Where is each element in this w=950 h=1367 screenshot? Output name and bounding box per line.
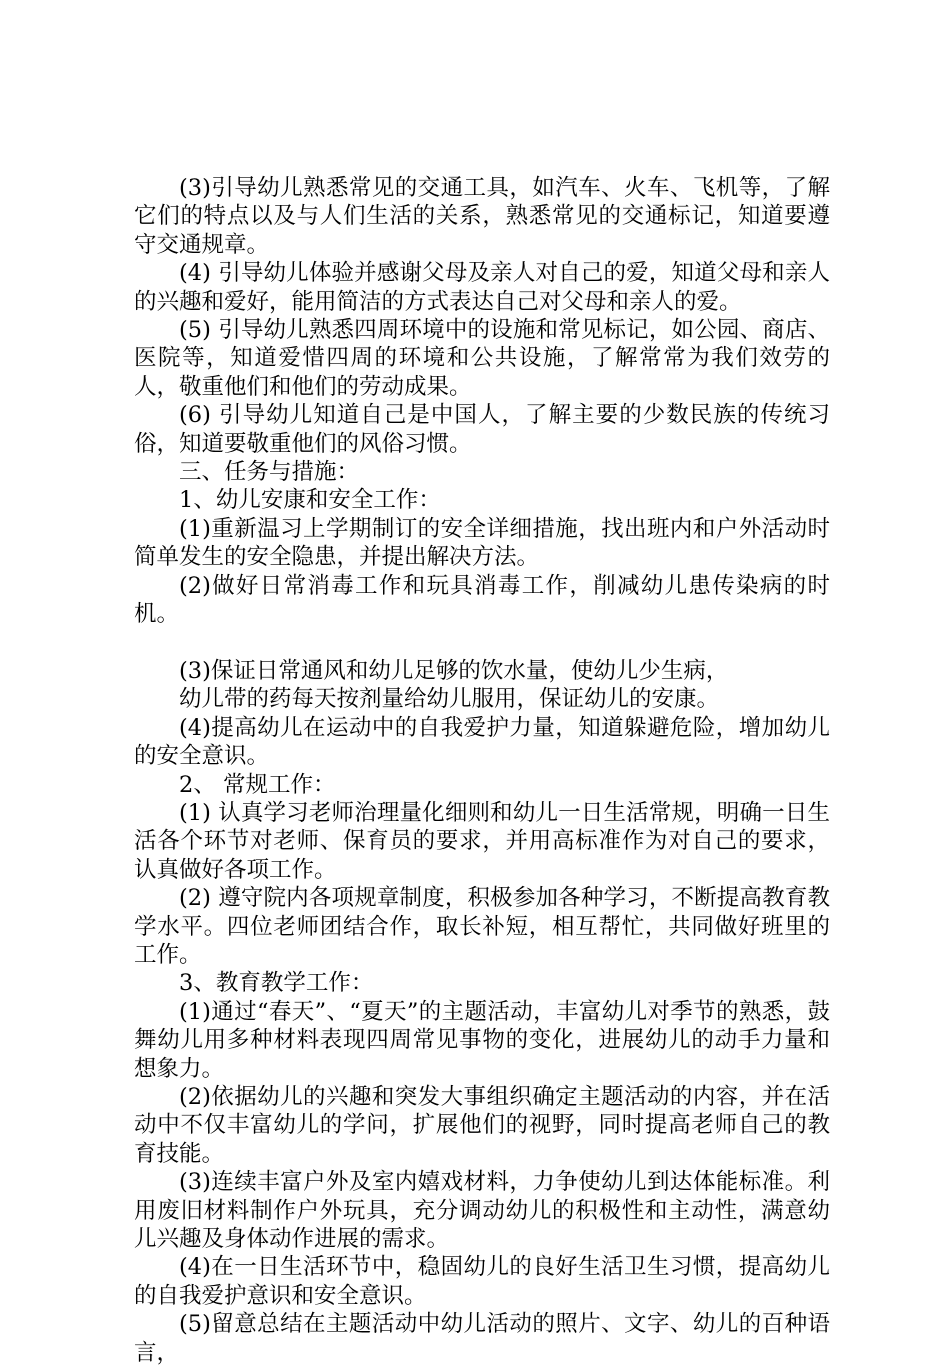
subheading-teaching-work: 3、教育教学工作： — [179, 970, 374, 997]
teaching-item-3: (3)连续丰富户外及室内嬉戏材料，力争使幼儿到达体能标准。利用废旧材料制作户外玩具，充分调动幼儿的积极性和主动性，满意幼儿兴趣及身体动作进展的需求。 — [134, 1169, 830, 1253]
section-heading-tasks: 三、任务与措施： — [179, 459, 360, 486]
safety-item-3-continued: 幼儿带的药每天按剂量给幼儿服用，保证幼儿的安康。 — [179, 686, 720, 713]
paragraph-4-family-love: (4) 引导幼儿体验并感谢父母及亲人对自己的爱，知道父母和亲人的兴趣和爱好，能用简洁的方式表达自己对父母和亲人的爱。 — [134, 260, 830, 315]
safety-item-1: (1)重新温习上学期制订的安全详细措施，找出班内和户外活动时简单发生的安全隐患，并提出解决方法。 — [134, 515, 830, 571]
teaching-item-4: (4)在一日生活环节中，稳固幼儿的良好生活卫生习惯，提高幼儿的自我爱护意识和安全意识。 — [134, 1254, 830, 1309]
paragraph-6-nationality: (6) 引导幼儿知道自己是中国人，了解主要的少数民族的传统习俗，知道要敬重他们的风俗习惯。 — [134, 402, 830, 457]
paragraph-5-environment: (5) 引导幼儿熟悉四周环境中的设施和常见标记，如公园、商店、医院等，知道爱惜四周的环境和公共设施，了解常常为我们效劳的人，敬重他们和他们的劳动成果。 — [134, 317, 830, 400]
safety-item-4: (4)提高幼儿在运动中的自我爱护力量，知道躲避危险，增加幼儿的安全意识。 — [134, 714, 830, 770]
routine-item-1: (1) 认真学习老师治理量化细则和幼儿一日生活常规，明确一日生活各个环节对老师、保育员的要求，并用高标准作为对自己的要求，认真做好各项工作。 — [134, 799, 830, 883]
subheading-routine-work: 2、 常规工作： — [179, 771, 336, 798]
document-page — [134, 174, 830, 1367]
routine-item-2: (2) 遵守院内各项规章制度，积极参加各种学习，不断提高教育教学水平。四位老师团结合作，取长补短，相互帮忙，共同做好班里的工作。 — [134, 885, 830, 968]
teaching-item-1: (1)通过“春天”、“夏天”的主题活动，丰富幼儿对季节的熟悉，鼓舞幼儿用多种材料表现四周常见事物的变化，进展幼儿的动手力量和想象力。 — [134, 998, 830, 1082]
subheading-health-safety: 1、幼儿安康和安全工作： — [179, 487, 441, 514]
safety-item-2: (2)做好日常消毒工作和玩具消毒工作，削减幼儿患传染病的时机。 — [134, 572, 830, 628]
paragraph-3-transport: (3)引导幼儿熟悉常见的交通工具，如汽车、火车、飞机等，了解它们的特点以及与人们生活的关系，熟悉常见的交通标记，知道要遵守交通规章。 — [134, 175, 830, 258]
safety-item-3: (3)保证日常通风和幼儿足够的饮水量，使幼儿少生病， — [179, 657, 729, 684]
teaching-item-2: (2)依据幼儿的兴趣和突发大事组织确定主题活动的内容，并在活动中不仅丰富幼儿的学问，扩展他们的视野，同时提高老师自己的教育技能。 — [134, 1083, 830, 1167]
teaching-item-5: (5)留意总结在主题活动中幼儿活动的照片、文字、幼儿的百种语言， — [134, 1311, 830, 1366]
blank-line — [134, 629, 830, 657]
